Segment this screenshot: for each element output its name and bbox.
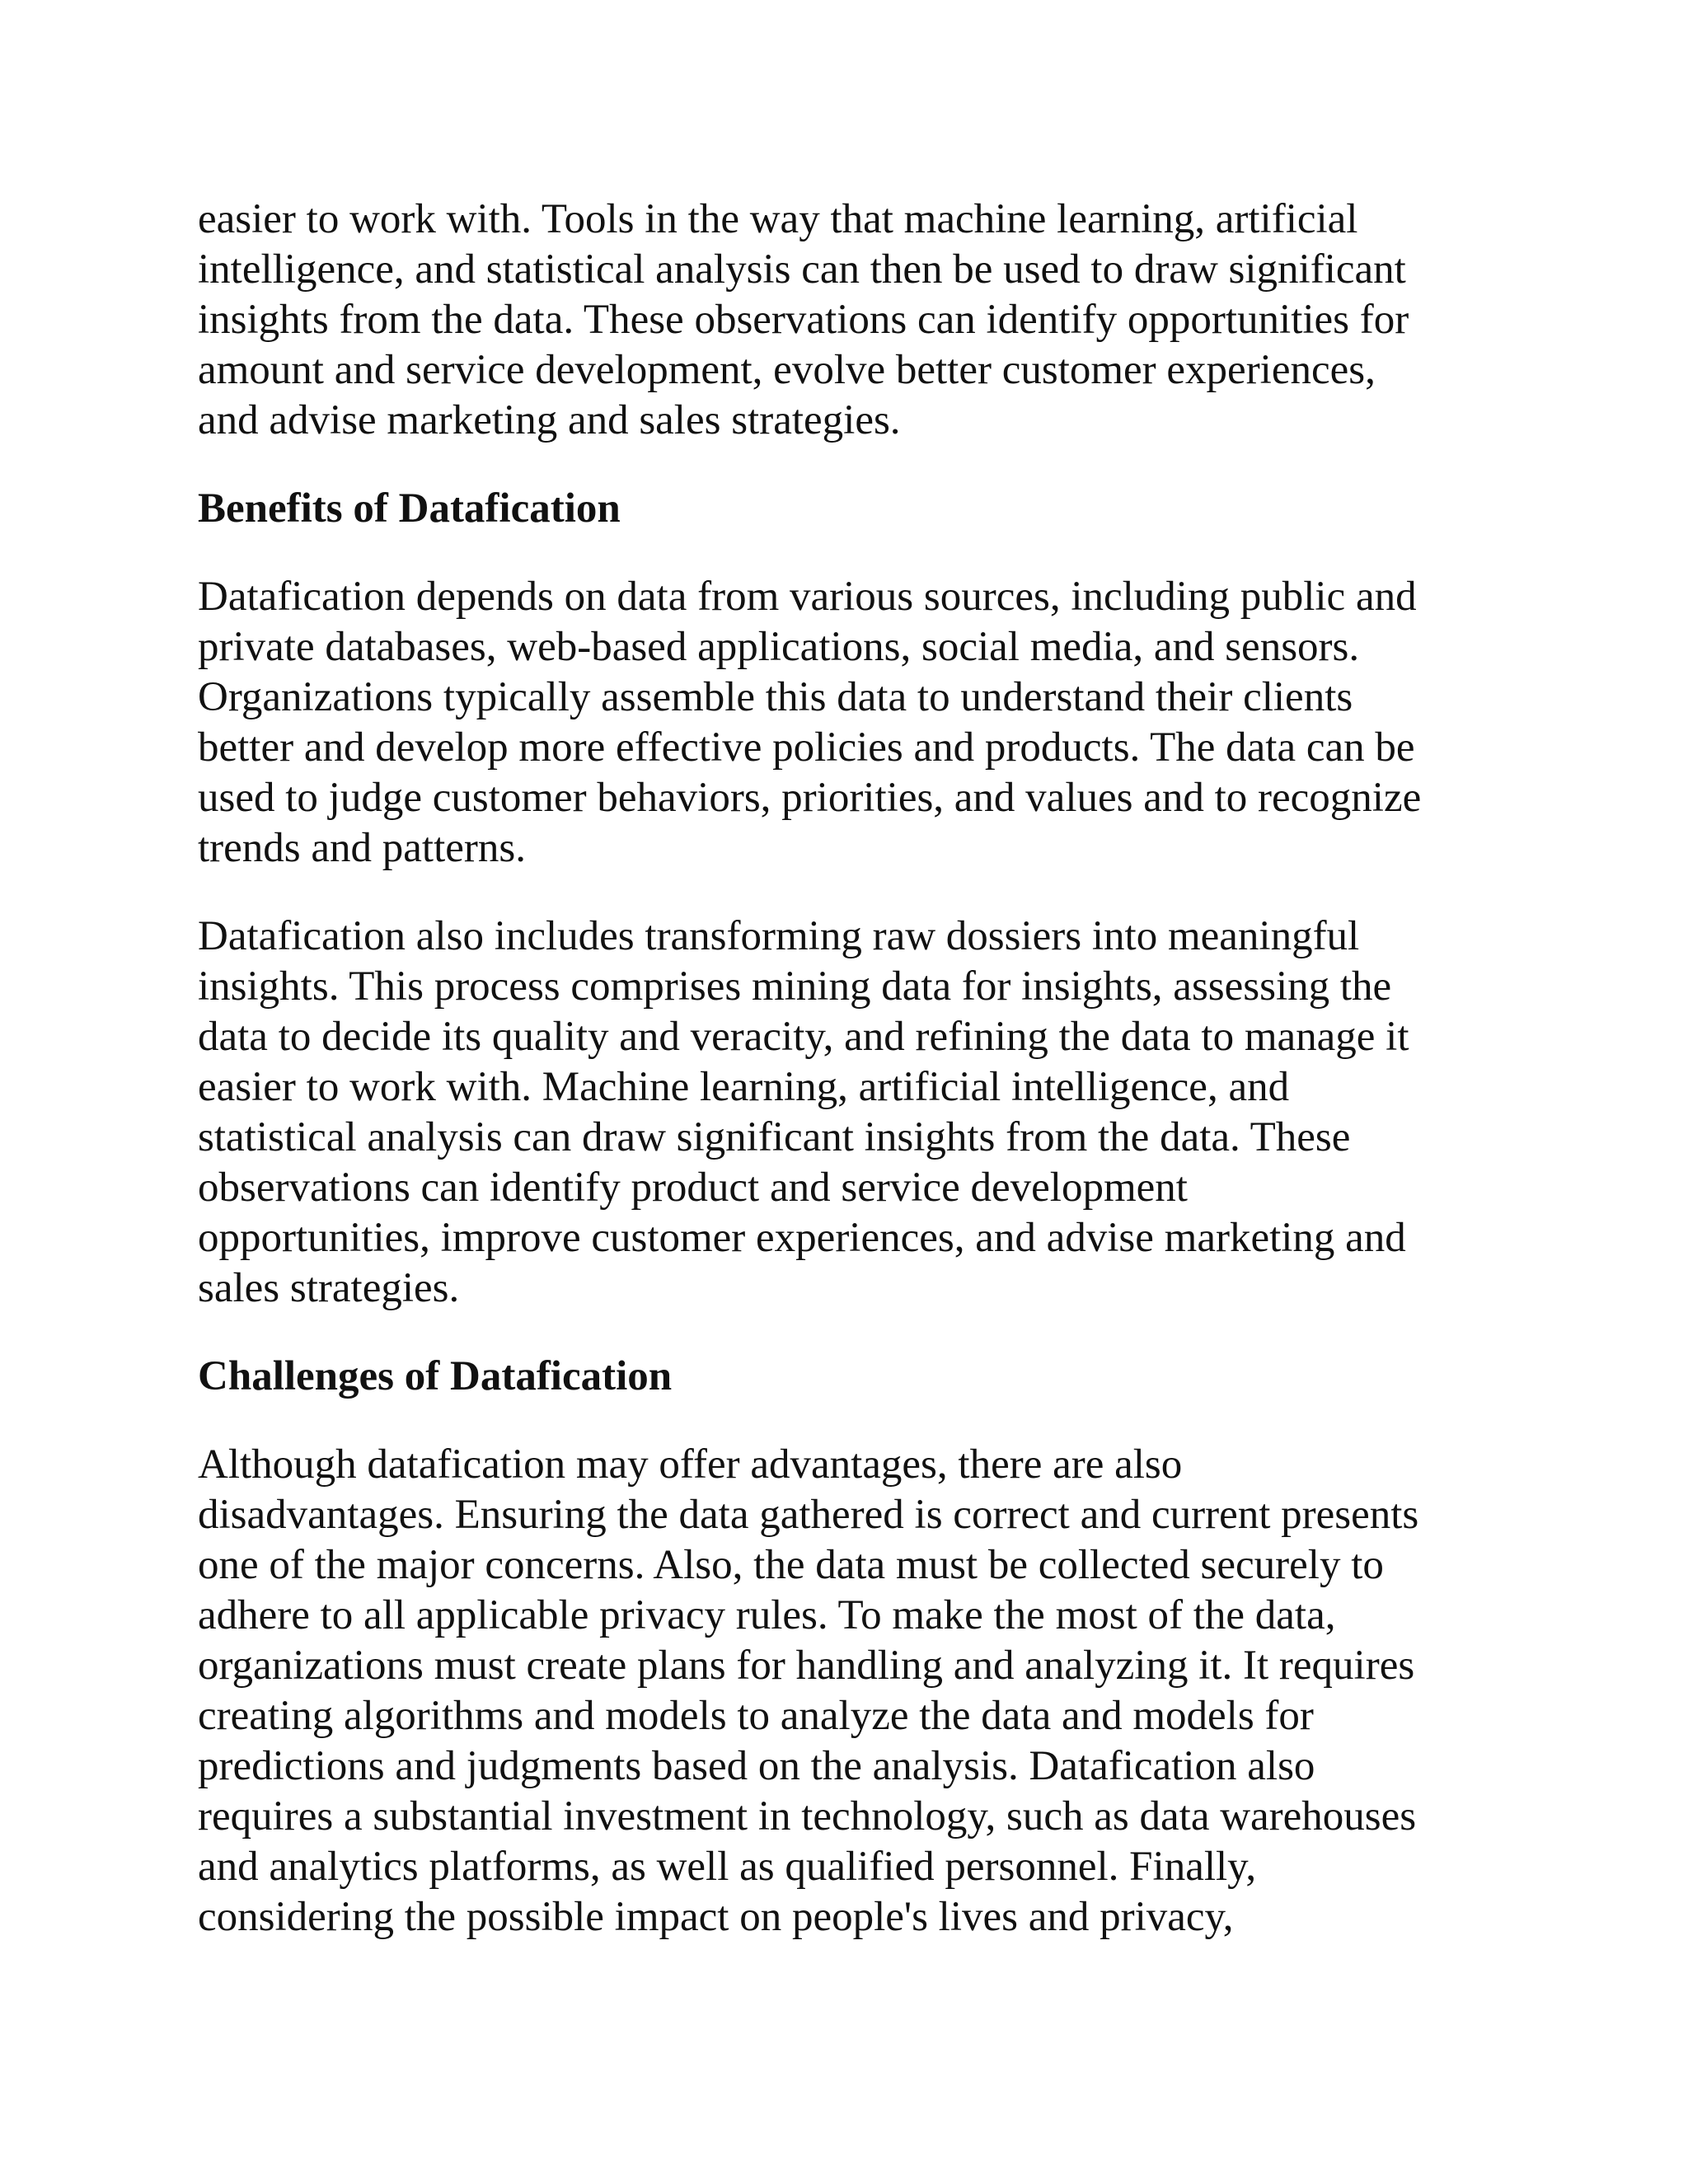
paragraph-challenges: [198, 1440, 1484, 1943]
text-line: organizations must create plans for handling and analyzing it. It requires: [198, 1643, 1415, 1689]
text-line: disadvantages. Ensuring the data gathered is correct and current presents: [198, 1492, 1419, 1538]
text-line: statistical analysis can draw significant insights from the data. These: [198, 1114, 1351, 1160]
text-line: amount and service development, evolve better customer experiences,: [198, 347, 1376, 393]
text-line: Although datafication may offer advantages, there are also: [198, 1441, 1183, 1488]
text-line: better and develop more effective policies and products. The data can be: [198, 724, 1415, 771]
paragraph-benefits-2: [198, 912, 1484, 1314]
section-heading-benefits: Benefits of Datafication: [198, 485, 621, 532]
text-line: Datafication also includes transforming raw dossiers into meaningful: [198, 913, 1360, 959]
text-line: intelligence, and statistical analysis can then be used to draw significant: [198, 246, 1406, 293]
text-line: Organizations typically assemble this data to understand their clients: [198, 674, 1353, 720]
text-line: trends and patterns.: [198, 825, 526, 871]
paragraph-intro: [198, 194, 1484, 446]
spacer: [198, 1314, 1484, 1352]
section-heading-challenges: Challenges of Datafication: [198, 1353, 673, 1399]
text-line: insights. This process comprises mining data for insights, assessing the: [198, 963, 1392, 1010]
document-body: [198, 194, 1484, 1943]
text-line: creating algorithms and models to analyze the data and models for: [198, 1693, 1314, 1739]
text-line: private databases, web-based applications, social media, and sensors.: [198, 624, 1360, 670]
text-line: observations can identify product and service development: [198, 1165, 1188, 1211]
text-line: predictions and judgments based on the analysis. Datafication also: [198, 1743, 1315, 1789]
text-line: requires a substantial investment in technology, such as data warehouses: [198, 1793, 1417, 1840]
text-line: data to decide its quality and veracity, and refining the data to manage it: [198, 1014, 1409, 1060]
spacer: [198, 874, 1484, 912]
spacer: [198, 1402, 1484, 1440]
text-line: Datafication depends on data from various sources, including public and: [198, 574, 1417, 620]
text-line: and analytics platforms, as well as qualified personnel. Finally,: [198, 1844, 1257, 1890]
text-line: and advise marketing and sales strategies.: [198, 397, 901, 443]
text-line: easier to work with. Tools in the way that machine learning, artificial: [198, 196, 1358, 242]
text-line: insights from the data. These observations can identify opportunities for: [198, 297, 1409, 343]
text-line: opportunities, improve customer experiences, and advise marketing and: [198, 1215, 1406, 1261]
text-line: easier to work with. Machine learning, artificial intelligence, and: [198, 1064, 1290, 1110]
text-line: adhere to all applicable privacy rules. To make the most of the data,: [198, 1592, 1336, 1638]
text-line: used to judge customer behaviors, priorities, and values and to recognize: [198, 775, 1422, 821]
text-line: sales strategies.: [198, 1265, 460, 1311]
spacer: [198, 446, 1484, 484]
spacer: [198, 534, 1484, 572]
text-line: considering the possible impact on people's lives and privacy,: [198, 1894, 1234, 1940]
text-line: one of the major concerns. Also, the data must be collected securely to: [198, 1542, 1384, 1588]
paragraph-benefits-1: [198, 572, 1484, 874]
